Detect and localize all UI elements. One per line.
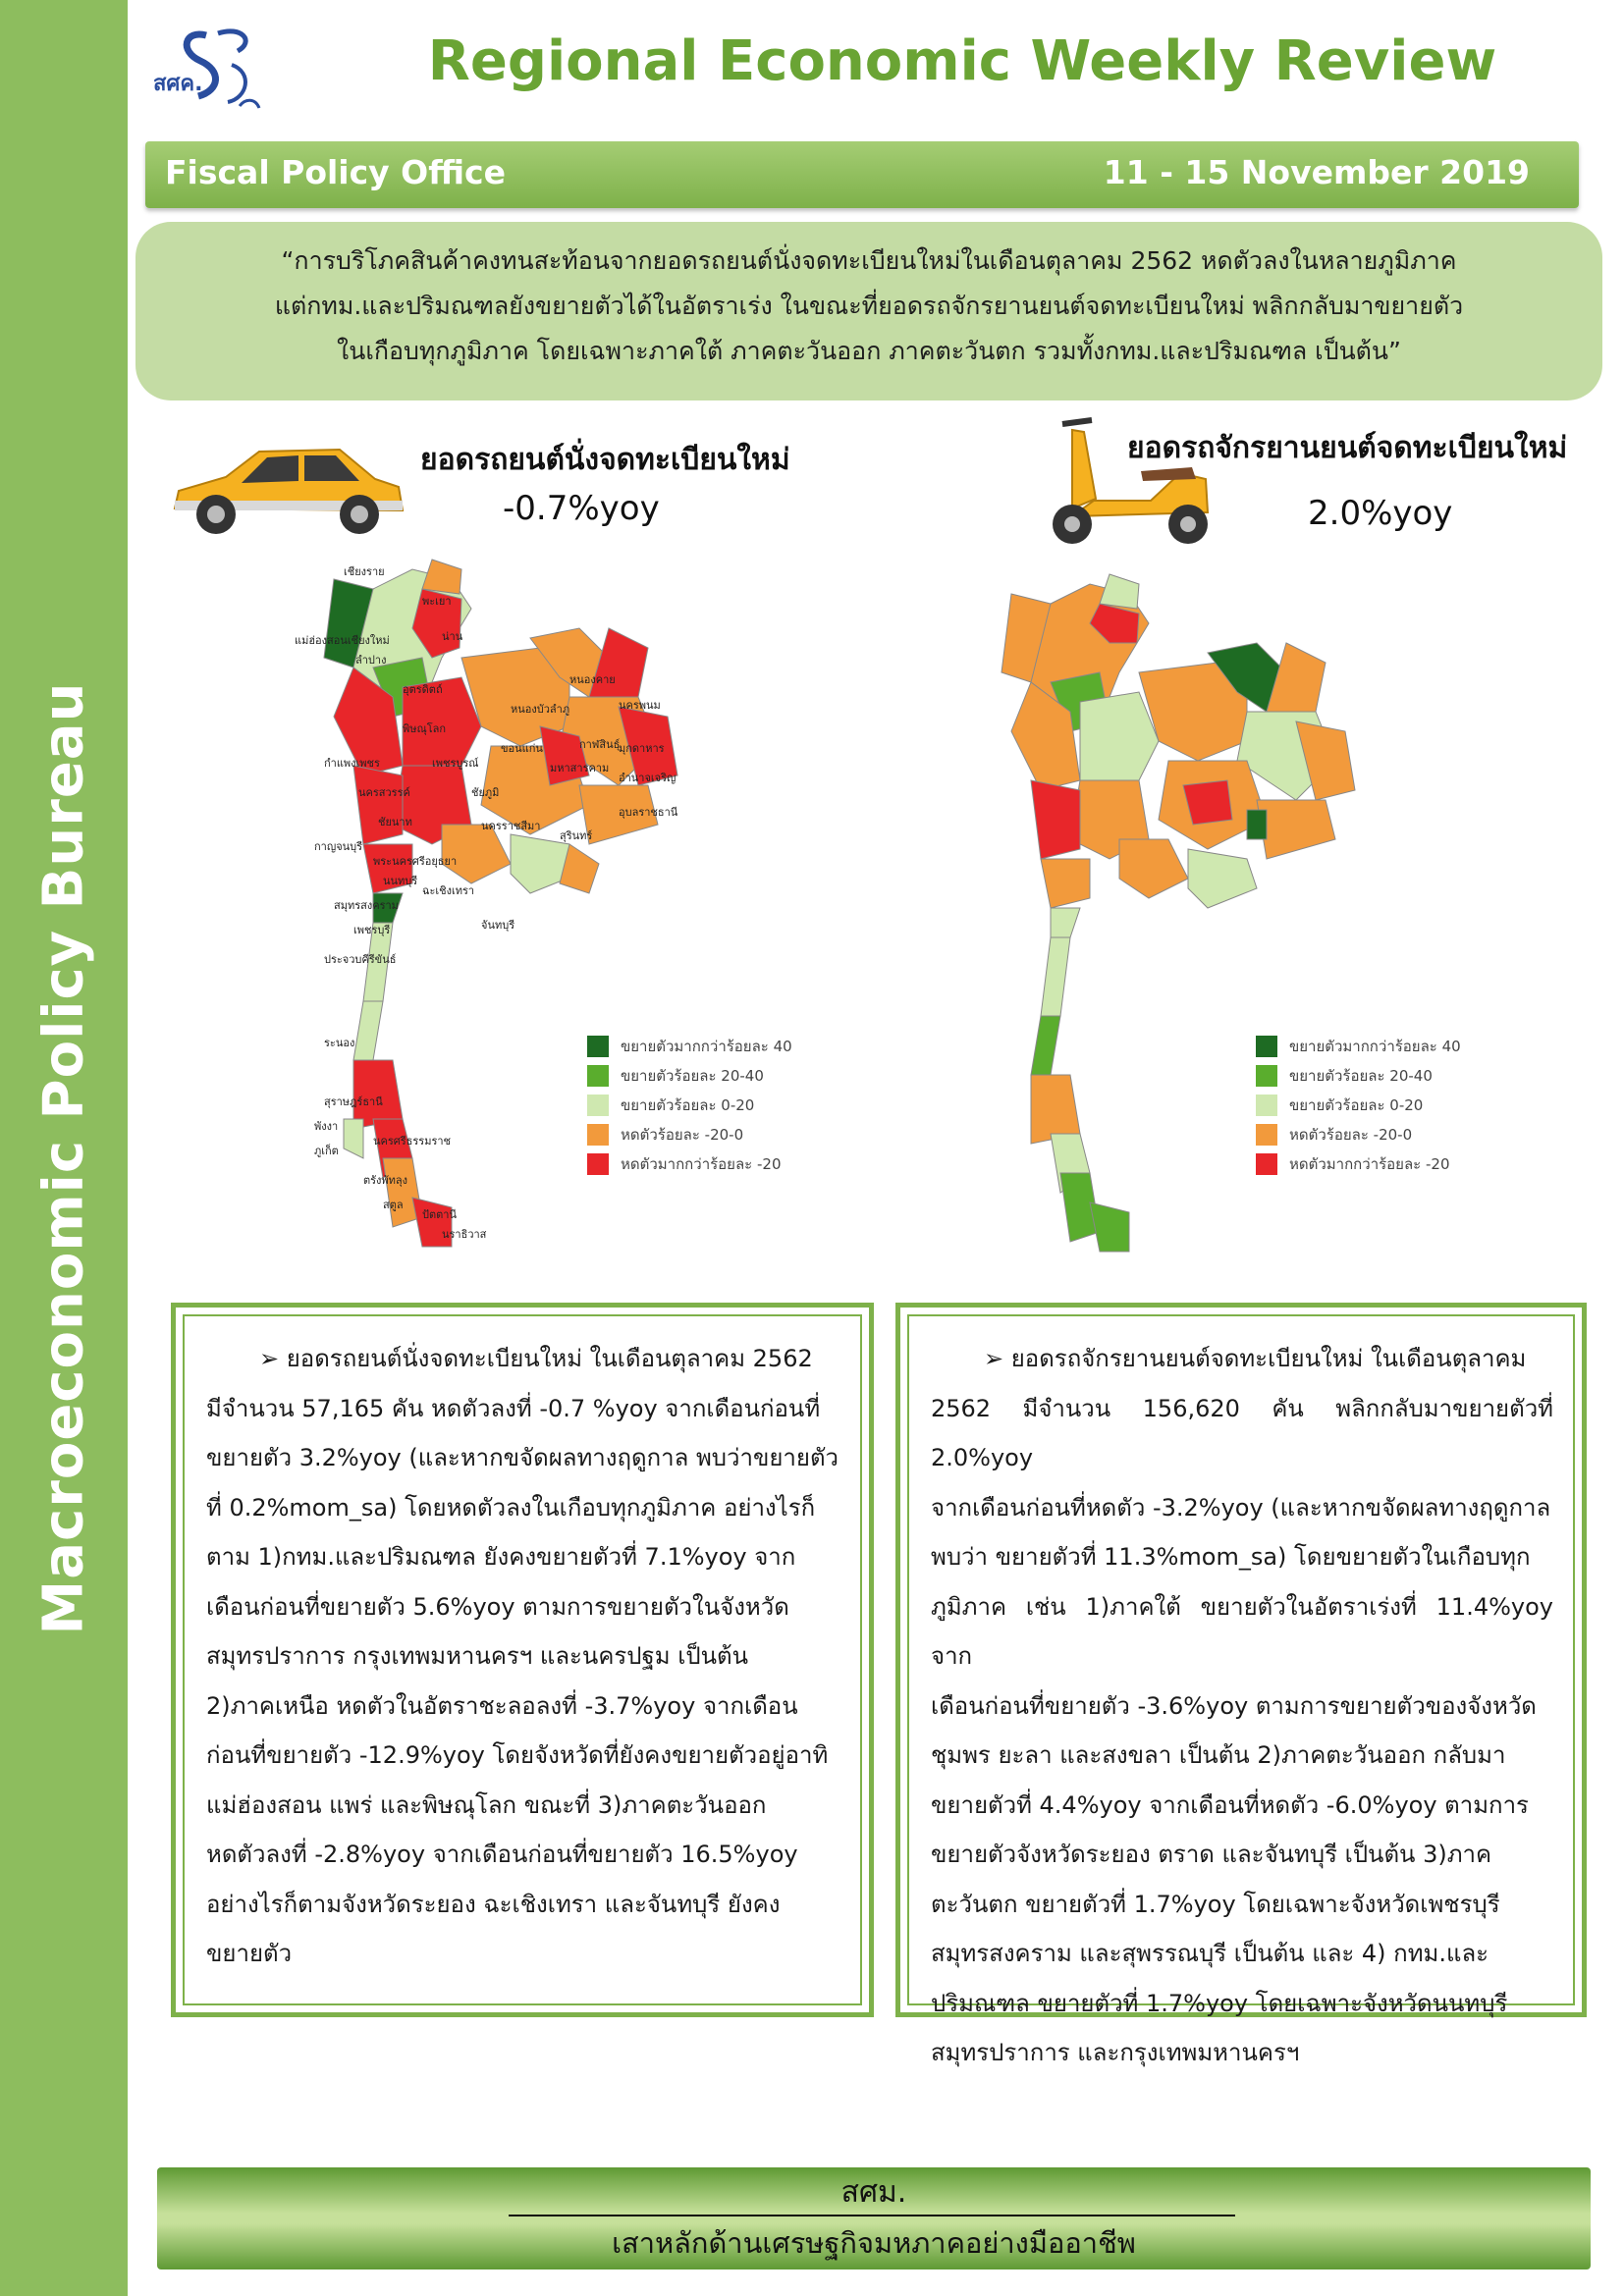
legend-label: ขยายตัวร้อยละ 20-40 bbox=[621, 1067, 764, 1085]
map-label: นราธิวาส bbox=[442, 1228, 487, 1241]
map-label: กาญจนบุรี bbox=[314, 840, 363, 853]
sidebar-label: Macroeconomic Policy Bureau bbox=[31, 681, 96, 1635]
map-label: อำนาจเจริญ bbox=[619, 772, 677, 784]
map-label: ลำปาง bbox=[355, 654, 387, 667]
text-line: ➢ ยอดรถยนต์นั่งจดทะเบียนใหม่ ในเดือนตุลาคม 2562 bbox=[259, 1345, 813, 1372]
map-label: แม่ฮ่องสอนเชียงใหม่ bbox=[295, 634, 390, 647]
legend-item bbox=[1256, 1120, 1461, 1149]
legend-item bbox=[587, 1149, 792, 1179]
map-label: อุบลราชธานี bbox=[619, 806, 678, 819]
map-label: พิษณุโลก bbox=[403, 722, 447, 735]
legend-label: ขยายตัวร้อยละ 0-20 bbox=[621, 1096, 755, 1114]
text-line: ชุมพร ยะลา และสงขลา เป็นต้น 2)ภาคตะวันออก กลับมา bbox=[931, 1741, 1506, 1769]
moto-analysis-box bbox=[895, 1303, 1587, 2066]
legend-swatch bbox=[1256, 1036, 1277, 1057]
legend-item bbox=[587, 1120, 792, 1149]
moto-metric-value: 2.0%yoy bbox=[1308, 494, 1453, 533]
map-label: หนองคาย bbox=[569, 673, 616, 686]
legend-label: ขยายตัวร้อยละ 20-40 bbox=[1289, 1067, 1433, 1085]
text-line: เดือนก่อนที่ขยายตัว 5.6%yoy ตามการขยายตัวในจังหวัด bbox=[206, 1592, 789, 1621]
map-label: พระนครศรีอยุธยา bbox=[373, 855, 458, 868]
text-line: ที่ 0.2%mom_sa) โดยหดตัวลงในเกือบทุกภูมิภาค อย่างไรก็ bbox=[206, 1493, 816, 1522]
car-icon bbox=[165, 440, 410, 538]
legend-item bbox=[1256, 1061, 1461, 1091]
legend-swatch bbox=[587, 1153, 609, 1175]
footer-banner bbox=[157, 2167, 1591, 2269]
footer-slogan: เสาหลักด้านเศรษฐกิจมหภาคอย่างมืออาชีพ bbox=[612, 2226, 1136, 2260]
text-line: สมุทรปราการ กรุงเทพมหานครฯ และนครปฐม เป็นต้น bbox=[206, 1642, 749, 1670]
text-line: จากเดือนก่อนที่หดตัว -3.2%yoy (และหากขจัดผลทางฤดูกาล bbox=[931, 1493, 1551, 1522]
legend-item bbox=[1256, 1149, 1461, 1179]
legend-label: หดตัวมากกว่าร้อยละ -20 bbox=[621, 1155, 782, 1173]
text-line: หดตัวลงที่ -2.8%yoy จากเดือนก่อนที่ขยายตัว 16.5%yoy bbox=[206, 1841, 798, 1868]
legend-swatch bbox=[1256, 1065, 1277, 1087]
map-label: น่าน bbox=[442, 630, 463, 643]
text-line: ปริมณฑล ขยายตัวที่ 1.7%yoy โดยเฉพาะจังหวัดนนทบุรี bbox=[931, 1989, 1508, 2017]
page-title: Regional Economic Weekly Review bbox=[427, 29, 1497, 93]
map-label: ประจวบคีรีขันธ์ bbox=[324, 953, 397, 966]
quote-line: “การบริโภคสินค้าคงทนสะท้อนจากยอดรถยนต์นั่งจดทะเบียนใหม่ในเดือนตุลาคม 2562 หดตัวลงในหลายภูมิภาค bbox=[281, 246, 1457, 275]
map-label: ตรังพัทลุง bbox=[363, 1174, 408, 1187]
map-label: อุตรดิตถ์ bbox=[403, 683, 443, 696]
map-label: สตูล bbox=[383, 1199, 404, 1211]
text-line: อย่างไรก็ตามจังหวัดระยอง ฉะเชิงเทรา และจันทบุรี ยังคง bbox=[206, 1890, 781, 1918]
car-metric-label: ยอดรถยนต์นั่งจดทะเบียนใหม่ bbox=[420, 443, 790, 477]
text-line: เดือนก่อนที่ขยายตัว -3.6%yoy ตามการขยายตัวของจังหวัด bbox=[931, 1691, 1537, 1720]
legend-label: หดตัวร้อยละ -20-0 bbox=[621, 1126, 744, 1144]
legend-label: ขยายตัวมากกว่าร้อยละ 40 bbox=[1289, 1038, 1461, 1055]
map-label: จันทบุรี bbox=[481, 919, 515, 932]
legend-item bbox=[587, 1061, 792, 1091]
map-label: ภูเก็ต bbox=[314, 1145, 339, 1157]
text-line: ขยายตัวที่ 4.4%yoy จากเดือนที่หดตัว -6.0%yoy ตามการ bbox=[931, 1790, 1529, 1819]
map-label: เพชรบูรณ์ bbox=[432, 757, 479, 770]
legend-swatch bbox=[1256, 1124, 1277, 1146]
footer-divider bbox=[509, 2215, 1235, 2216]
legend-label: หดตัวร้อยละ -20-0 bbox=[1289, 1126, 1413, 1144]
legend-swatch bbox=[1256, 1153, 1277, 1175]
header-banner bbox=[145, 141, 1579, 208]
map-label: หนองบัวลำภู bbox=[511, 703, 570, 716]
text-line: ก่อนที่ขยายตัว -12.9%yoy โดยจังหวัดที่ยังคงขยายตัวอยู่อาทิ bbox=[206, 1741, 829, 1769]
legend-swatch bbox=[1256, 1095, 1277, 1116]
map-label: กาฬสินธุ์ bbox=[579, 738, 621, 751]
quote-line: ในเกือบทุกภูมิภาค โดยเฉพาะภาคใต้ ภาคตะวันออก ภาคตะวันตก รวมทั้งกทม.และปริมณฑล เป็นต้น” bbox=[337, 337, 1401, 365]
map-label: ชัยนาท bbox=[378, 816, 412, 828]
text-line: ภูมิภาค เช่น 1)ภาคใต้ ขยายตัวในอัตราเร่งที่ 11.4%yoy จาก bbox=[931, 1592, 1553, 1670]
car-map-legend bbox=[587, 1032, 792, 1179]
text-line: พบว่า ขยายตัวที่ 11.3%mom_sa) โดยขยายตัวในเกือบทุก bbox=[931, 1543, 1531, 1571]
office-name: Fiscal Policy Office bbox=[165, 153, 506, 191]
text-line: ขยายตัว 3.2%yoy (และหากขจัดผลทางฤดูกาล พบว่าขยายตัว bbox=[206, 1444, 839, 1471]
map-label: นนทบุรี bbox=[383, 875, 418, 887]
legend-swatch bbox=[587, 1036, 609, 1057]
moto-map-legend bbox=[1256, 1032, 1461, 1179]
legend-item bbox=[587, 1032, 792, 1061]
legend-label: หดตัวมากกว่าร้อยละ -20 bbox=[1289, 1155, 1450, 1173]
map-label: สมุทรสงคราม bbox=[334, 899, 399, 912]
quote-line: แต่กทม.และปริมณฑลยังขยายตัวได้ในอัตราเร่ง ในขณะที่ยอดรถจักรยานยนต์จดทะเบียนใหม่ พลิกกลับมาขยายตัว bbox=[274, 292, 1464, 320]
legend-item bbox=[1256, 1032, 1461, 1061]
text-line: แม่ฮ่องสอน แพร่ และพิษณุโลก ขณะที่ 3)ภาคตะวันออก bbox=[206, 1790, 767, 1819]
legend-swatch bbox=[587, 1065, 609, 1087]
text-line: มีจำนวน 57,165 คัน หดตัวลงที่ -0.7 %yoy จากเดือนก่อนที่ bbox=[206, 1394, 821, 1422]
legend-swatch bbox=[587, 1095, 609, 1116]
map-label: ขอนแก่น bbox=[501, 742, 543, 755]
map-label: นครสวรรค์ bbox=[358, 786, 410, 799]
map-label: เพชรบุรี bbox=[353, 924, 391, 936]
map-label: สุรินทร์ bbox=[560, 829, 593, 842]
legend-label: ขยายตัวมากกว่าร้อยละ 40 bbox=[621, 1038, 792, 1055]
map-label: ปัตตานี bbox=[422, 1208, 457, 1221]
map-label: เชียงราย bbox=[344, 565, 385, 578]
legend-item bbox=[587, 1091, 792, 1120]
map-label: นครพนม bbox=[619, 699, 661, 712]
map-label: ระนอง bbox=[324, 1037, 355, 1049]
text-line: ➢ ยอดรถจักรยานยนต์จดทะเบียนใหม่ ในเดือนตุลาคม bbox=[984, 1345, 1527, 1372]
map-label: นครราชสีมา bbox=[481, 820, 541, 832]
text-line: สมุทรปราการ และกรุงเทพมหานครฯ bbox=[931, 2039, 1300, 2066]
report-date: 11 - 15 November 2019 bbox=[1103, 153, 1530, 191]
text-line: สมุทรสงคราม และสุพรรณบุรี เป็นต้น และ 4) กทม.และ bbox=[931, 1940, 1489, 1967]
map-label: ฉะเชิงเทรา bbox=[422, 884, 475, 897]
summary-quote bbox=[135, 222, 1602, 400]
text-line: ตาม 1)กทม.และปริมณฑล ยังคงขยายตัวที่ 7.1%yoy จาก bbox=[206, 1543, 796, 1571]
map-label: พังงา bbox=[314, 1120, 339, 1133]
sidebar bbox=[0, 0, 128, 2296]
logo-text: สศค. bbox=[153, 72, 203, 96]
fpo-logo-icon bbox=[145, 22, 283, 128]
text-line: ขยายตัว bbox=[206, 1940, 293, 1967]
map-label: สุราษฎร์ธานี bbox=[324, 1095, 383, 1108]
car-analysis-box bbox=[171, 1303, 874, 2017]
text-line: 2)ภาคเหนือ หดตัวในอัตราชะลอลงที่ -3.7%yoy จากเดือน bbox=[206, 1691, 798, 1720]
moto-metric-label: ยอดรถจักรยานยนต์จดทะเบียนใหม่ bbox=[1127, 431, 1568, 465]
legend-label: ขยายตัวร้อยละ 0-20 bbox=[1289, 1096, 1424, 1114]
map-label: พะเยา bbox=[422, 595, 452, 608]
map-label: มหาสารคาม bbox=[550, 762, 610, 774]
text-line: ตะวันตก ขยายตัวที่ 1.7%yoy โดยเฉพาะจังหวัดเพชรบุรี bbox=[931, 1890, 1500, 1918]
map-label: นครศรีธรรมราช bbox=[373, 1135, 452, 1148]
text-line: ขยายตัวจังหวัดระยอง ตราด และจันทบุรี เป็นต้น 3)ภาค bbox=[931, 1841, 1492, 1868]
text-line: 2562 มีจำนวน 156,620 คัน พลิกกลับมาขยายตัวที่ 2.0%yoy bbox=[931, 1394, 1553, 1471]
map-label: กำแพงเพชร bbox=[324, 757, 380, 770]
car-metric-value: -0.7%yoy bbox=[503, 489, 660, 528]
legend-item bbox=[1256, 1091, 1461, 1120]
map-label: มุกดาหาร bbox=[619, 742, 665, 755]
map-label: ชัยภูมิ bbox=[471, 786, 500, 799]
footer-org: สศม. bbox=[840, 2175, 907, 2210]
legend-swatch bbox=[587, 1124, 609, 1146]
